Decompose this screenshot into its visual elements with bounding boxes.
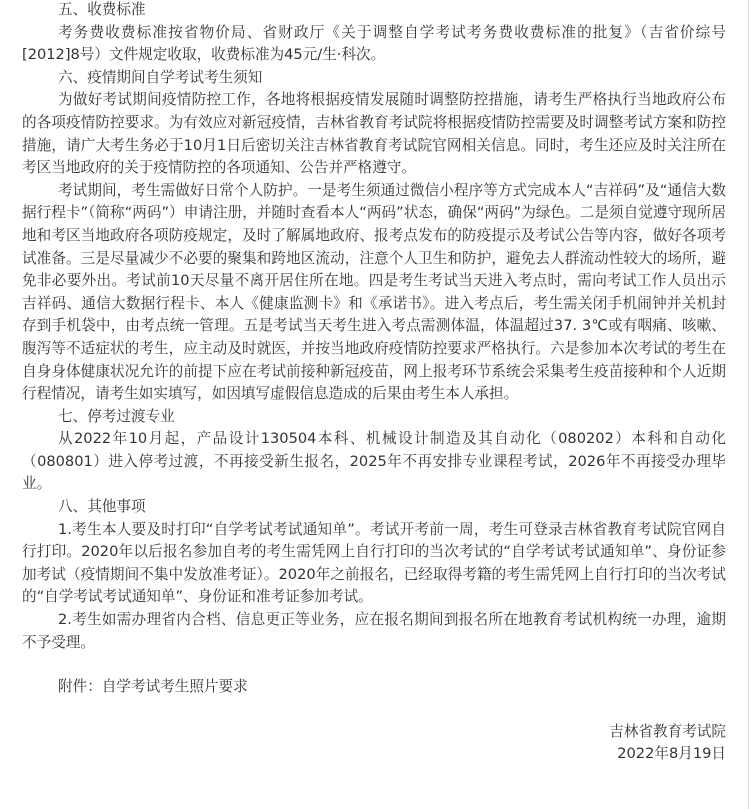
signature-organization: 吉林省教育考试院 [609,722,726,740]
section-heading-other: 八、其他事项 [58,498,146,516]
section-heading-fee: 五、收费标准 [58,1,146,18]
paragraph-fee: 考务费收费标准按省物价局、省财政厅《关于调整自学考试考务费收费标准的批复》（吉省价综号[2012]8号）文件规定收取，收费标准为45元/生·科次。 [22,23,726,64]
paragraph-epidemic-1: 为做好考试期间疫情防控工作，各地将根据疫情发展随时调整防控措施，请考生严格执行当地政府公布的各项疫情防控要求。为有效应对新冠疫情，吉林省教育考试院将根据疫情防控需要及时调整考试方案和防控措施，请广大考生务必于10月1日后密切关注吉林省教育考试院官网相关信息。同时，考生还应及时关注所在考区当地政府的关于疫情防控的各项通知、公告并严格遵守。 [22,91,726,177]
section-heading-discontinued: 七、停考过渡专业 [58,407,175,425]
notice-document [22,0,726,766]
section-heading-epidemic: 六、疫情期间自学考试考生须知 [58,68,263,86]
paragraph-epidemic-2: 考试期间，考生需做好日常个人防护。一是考生须通过微信小程序等方式完成本人“吉祥码”及“通信大数据行程卡”（简称“两码”）申请注册，并随时查看本人“两码”状态，确保“两码”为绿色。二是须自觉遵守现所居地和考区当地政府各项防疫规定，及时了解属地政府、报考点发布的防疫提示及考试公告等内容，做好各项考试准备。三是尽量减少不必要的聚集和跨地区流动，注意个人卫生和防护，避免去人群流动性较大的场所，避免非必要外出。考试前10天尽量不离开居住所在地。四是考生考试当天进入考点时，需向考试工作人员出示吉祥码、通信大数据行程卡、本人《健康监测卡》和《承诺书》。进入考点后，考生需关闭手机闹钟并关机封存到手机袋中，由考点统一管理。五是考试当天考生进入考点需测体温，体温超过37. 3℃或有咽痛、咳嗽、腹泻等不适症状的考生，应主动及时就医，并按当地政府疫情防控要求严格执行。六是参加本次考试的考生在自身身体健康状况允许的前提下应在考试前接种新冠疫苗，网上报考环节系统会采集考生疫苗接种和个人近期行程情况，请考生如实填写，如因填写虚假信息造成的后果由考生本人承担。 [22,181,726,403]
paragraph-discontinued: 从2022年10月起，产品设计130504本科、机械设计制造及其自动化（080202）本科和自动化（080801）进入停考过渡，不再接受新生报名，2025年不再安排专业课程考试，2026年不再接受办理毕业。 [22,430,726,493]
signature-date: 2022年8月19日 [617,745,726,763]
paragraph-other-item-2: 2.考生如需办理省内合档、信息更正等业务，应在报名期间到报名所在地教育考试机构统一办理，逾期不予受理。 [22,611,726,651]
paragraph-other-item-1: 1.考生本人要及时打印“自学考试考试通知单”。考试开考前一周，考生可登录吉林省教育考试院官网自行打印。2020年以后报名参加自考的考生需凭网上自行打印的当次考试的“自学考试考试通知单”、身份证参加考试（疫情期间不集中发放准考证）。2020年之前报名，已经取得考籍的考生需凭网上自行打印的当次考试的“自学考试考试通知单”、身份证和准考证参加考试。 [22,520,726,606]
blank-line [22,654,726,676]
blank-line [22,699,726,721]
attachment-link[interactable]: 附件：自学考试考生照片要求 [58,678,248,696]
